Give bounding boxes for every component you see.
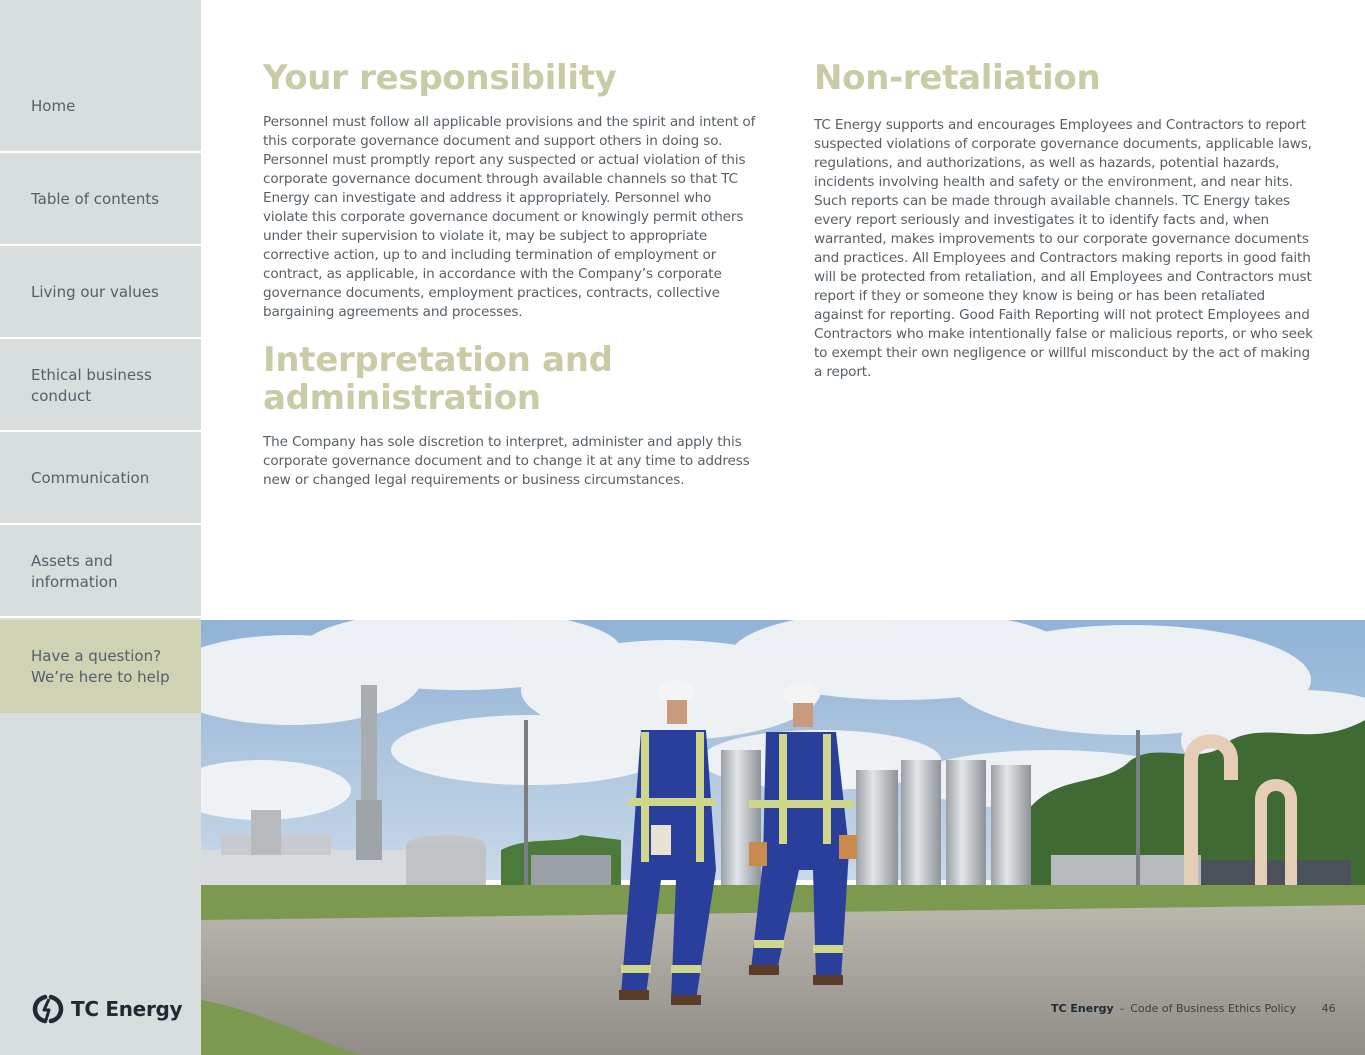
sidebar-item-communication[interactable]: [0, 434, 201, 525]
footer-doc-title: Code of Business Ethics Policy: [1130, 1002, 1297, 1015]
page-number: 46: [1321, 1002, 1336, 1015]
left-column: [263, 56, 758, 490]
right-column: [814, 56, 1314, 382]
non-retaliation-heading: Non-retaliation: [814, 58, 1101, 98]
sidebar-item-have-a-question[interactable]: [0, 620, 201, 713]
workers-walking-photo: [201, 620, 1365, 1055]
sidebar-item-label: Living our values: [31, 283, 159, 301]
your-responsibility-heading: Your responsibility: [263, 58, 617, 98]
sidebar-item-label: Have a question? We’re here to help: [31, 646, 170, 686]
page-footer: [1051, 1002, 1336, 1015]
sidebar-item-label: Ethical business conduct: [31, 365, 152, 405]
tc-energy-logo[interactable]: [32, 992, 182, 1026]
footer-separator: –: [1119, 1002, 1125, 1015]
sidebar-item-table-of-contents[interactable]: [0, 155, 201, 246]
sidebar-item-home[interactable]: [0, 62, 201, 153]
sidebar-item-label: Assets and information: [31, 551, 118, 591]
sidebar-item-assets-and-information[interactable]: [0, 527, 201, 618]
sidebar-item-living-our-values[interactable]: [0, 248, 201, 339]
non-retaliation-body: TC Energy supports and encourages Employees and Contractors to report suspected violations of corporate governance documents, applicable laws, regulations, and authorizations, as well as hazards, potential hazards, incidents involving health and safety or the environment, and near hits. Such reports can be made through available channels. TC Energy takes every report seriously and investigates it to identify facts and, when warranted, makes improvements to our corporate governance documents and practices. All Employees and Contractors making reports in good faith will be protected from retaliation, and all Employees and Contractors must report if they or someone they know is being or has been retaliated against for reporting. Good Faith Reporting will not protect Employees and Contractors who make intentionally false or malicious reports, or who seek to exempt their own negligence or willful misconduct by the act of making a report.: [814, 117, 1313, 380]
tc-energy-mark-icon: [32, 993, 64, 1025]
sidebar-item-ethical-business-conduct[interactable]: [0, 341, 201, 432]
sidebar-item-label: Communication: [31, 469, 150, 487]
footer-brand: TC Energy: [1051, 1002, 1114, 1015]
sidebar-nav: [0, 0, 201, 1055]
interpretation-heading: Interpretation and administration: [263, 340, 613, 418]
interpretation-body: The Company has sole discretion to interpret, administer and apply this corporate governance document and to change it at any time to address new or changed legal requirements or business circumstances.: [263, 434, 750, 488]
workers-photo-illustration: [201, 620, 1365, 1055]
your-responsibility-body: Personnel must follow all applicable provisions and the spirit and intent of this corporate governance document and support others in doing so. Personnel must promptly report any suspected or actual violation of this corporate governance document through available channels so that TC Energy can investigate and address it appropriately. Personnel who violate this corporate governance document or knowingly permit others under their supervision to violate it, may be subject to appropriate corrective action, up to and including termination of employment or contract, as applicable, in accordance with the Company’s corporate governance documents, employment practices, contracts, collective bargaining agreements and processes.: [263, 114, 756, 320]
sidebar-item-label: Home: [31, 97, 76, 115]
logo-text: TC Energy: [71, 997, 183, 1021]
sidebar-item-label: Table of contents: [31, 190, 160, 208]
